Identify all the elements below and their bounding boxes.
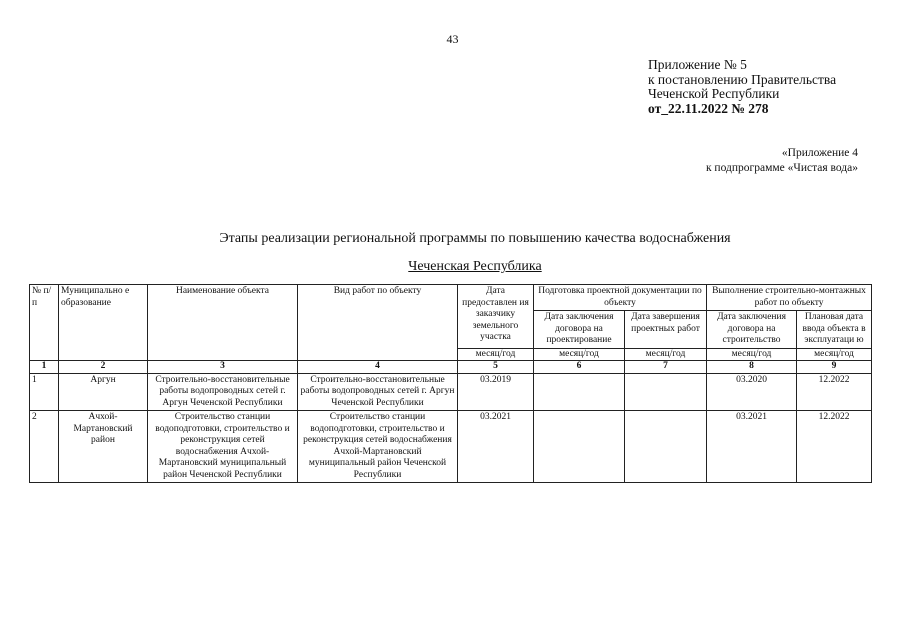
column-number: 9 [797,361,872,374]
column-number: 4 [298,361,458,374]
appendix-block [648,58,836,116]
column-number: 6 [534,361,625,374]
prior-appendix-block [706,146,858,176]
document-title: Этапы реализации региональной программы по повышению качества водоснабжения [219,231,731,246]
stages-table [29,284,872,483]
appendix-date: от_22.11.2022 № 278 [648,100,769,116]
row-municipality: Аргун [59,373,148,411]
row-num: 2 [30,411,59,483]
header-row [30,285,872,311]
row-design-completion [625,373,707,411]
column-number: 2 [59,361,148,374]
row-construction-contract: 03.2021 [707,411,797,483]
unit-cell: месяц/год [458,348,534,361]
unit-cell: месяц/год [797,348,872,361]
column-number: 3 [148,361,298,374]
unit-cell: месяц/год [625,348,707,361]
header-design-completion: Дата завершения проектных работ [625,311,707,349]
prior-appendix-number: «Приложение 4 [781,147,858,159]
header-num: № п/п [30,285,59,361]
row-work-type: Строительно-восстановительные работы водопроводных сетей г. Аргун Чеченской Республики [298,373,458,411]
row-municipality: Ачхой-Мартановский район [59,411,148,483]
header-construction-group: Выполнение строительно-монтажных работ по объекту [707,285,872,311]
header-object-name: Наименование объекта [148,285,298,361]
row-land-date: 03.2021 [458,411,534,483]
header-land-date: Дата предоставлен ия заказчику земельного участка [458,285,534,349]
page-number: 43 [446,32,459,46]
row-object-name: Строительство станции водоподготовки, строительство и реконструкция сетей водоснабжения Ачхой-Мартановский муниципальный район Чеченской Республики [148,411,298,483]
row-design-contract [534,411,625,483]
column-number: 7 [625,361,707,374]
table-row [30,373,872,411]
column-number-row [30,361,872,374]
row-design-contract [534,373,625,411]
header-municipality: Муниципально е образование [59,285,148,361]
unit-cell: месяц/год [707,348,797,361]
column-number: 1 [30,361,59,374]
appendix-government: Чеченской Республики [648,86,780,101]
header-commissioning: Плановая дата ввода объекта в эксплуатаци ю [797,311,872,349]
row-commissioning: 12.2022 [797,411,872,483]
column-number: 8 [707,361,797,374]
unit-cell: месяц/год [534,348,625,361]
header-design-group: Подготовка проектной документации по объекту [534,285,707,311]
header-work-type: Вид работ по объекту [298,285,458,361]
appendix-decree: к постановлению Правительства [648,71,837,87]
header-design-contract: Дата заключения договора на проектирование [534,311,625,349]
row-num: 1 [30,373,59,411]
row-work-type: Строительство станции водоподготовки, строительство и реконструкция сетей водоснабжения Ачхой-Мартановский муниципальный район Чеченской Республики [298,411,458,483]
row-construction-contract: 03.2020 [707,373,797,411]
table-row [30,411,872,483]
appendix-number: Приложение № 5 [648,57,747,72]
row-land-date: 03.2019 [458,373,534,411]
header-construction-contract: Дата заключения договора на строительство [707,311,797,349]
row-commissioning: 12.2022 [797,373,872,411]
column-number: 5 [458,361,534,374]
region-heading: Чеченская Республика [408,259,542,274]
row-design-completion [625,411,707,483]
row-object-name: Строительно-восстановительные работы водопроводных сетей г. Аргун Чеченской Республики [148,373,298,411]
prior-appendix-subprogram: к подпрограмме «Чистая вода» [705,162,858,174]
